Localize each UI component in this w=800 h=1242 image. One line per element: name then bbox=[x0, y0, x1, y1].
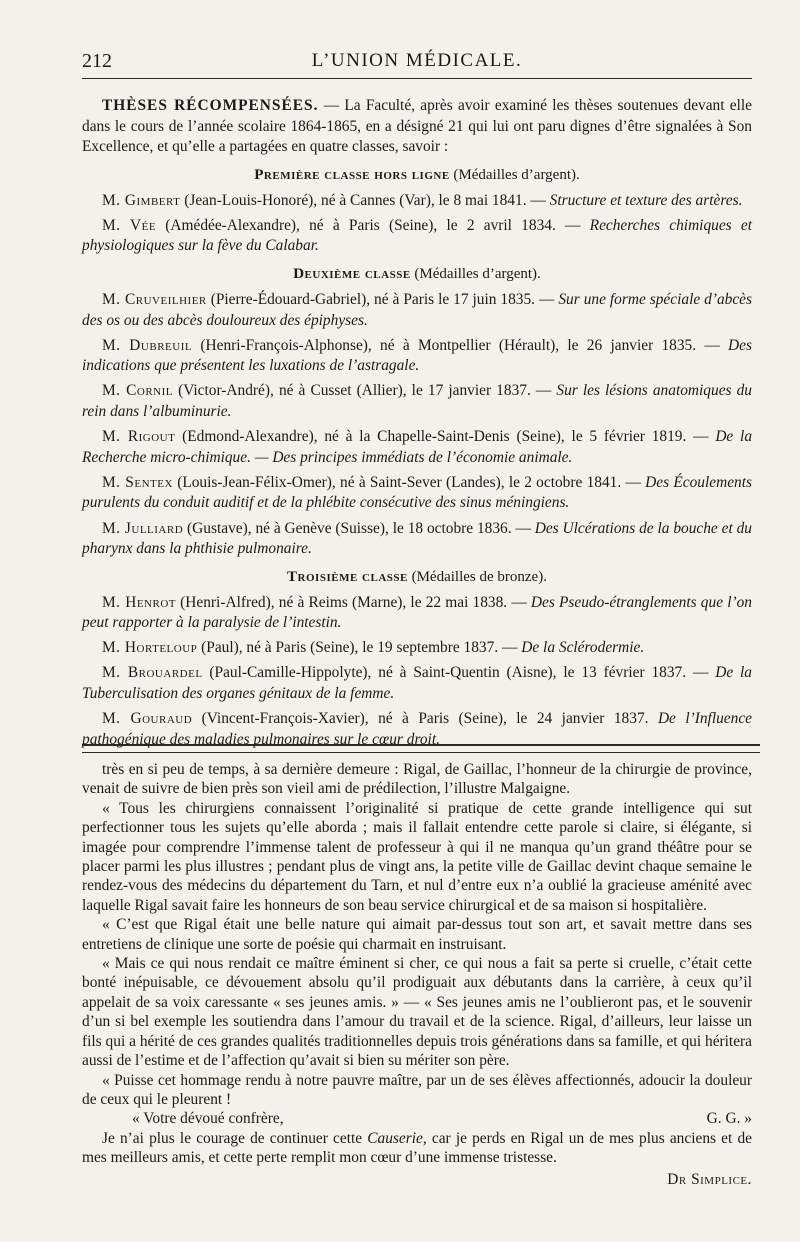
thesis-author: M. Rigout bbox=[102, 428, 176, 446]
thesis-title: De la Tuberculisation des organes génitaux de la femme. bbox=[82, 664, 752, 703]
eloge-paragraph: « Mais ce qui nous rendait ce maître éminent si cher, ce qui nous a fait sa perte si cruelle, c’était cette bonté inépuisable, ce dévouement absolu qu’il prodiguait aux débutants dans la carrière, à ceux qu’il appelait de sa voix caressante « ses jeunes amis. » — « Ses jeunes amis ne l’oublieront pas, et le souvenir d’un si bel exemple les soutiendra dans l’amour du travail et de la science. Rigal, d’ailleurs, leur laisse un fils qui a hérité de ces grandes qualités traditionnelles depuis trois générations dans sa famille, et qui héritera aussi de l’estime et de l’affection qu’avait si bien su mériter son père. bbox=[82, 955, 752, 1070]
eloge-paragraphs bbox=[82, 760, 752, 1109]
author-signature: Dr Simplice. bbox=[667, 1170, 752, 1188]
thesis-title: Des Ulcérations de la bouche et du pharynx dans la phthisie pulmonaire. bbox=[82, 519, 752, 558]
eloge-paragraph: « C’est que Rigal était une belle nature qui aimait par-dessus tout son art, et savait mettre dans ses entretiens de clinique une sorte de poésie qui charmait en instruisant. bbox=[82, 916, 752, 953]
thesis-entry bbox=[82, 519, 752, 560]
causerie-word: Causerie bbox=[367, 1129, 423, 1147]
thesis-details: (Paul), né à Paris (Seine), le 19 septembre 1837. — bbox=[197, 639, 522, 657]
thesis-author: M. Gouraud bbox=[102, 710, 193, 728]
thesis-details: (Pierre-Édouard-Gabriel), né à Paris le 17 juin 1835. — bbox=[206, 291, 559, 309]
eloge-paragraph: « Tous les chirurgiens connaissent l’originalité si pratique de cette grande intelligence qui sut perfectionner tous les sujets qu’elle aborda ; mais il fallait entendre cette parole si claire, si élégante, si imagée pour comprendre l’immense talent de professeur à qui il ne manqua qu’un grand théâtre pour se placer parmi les plus illustres ; pendant plus de vingt ans, la petite ville de Gaillac devint chaque semaine le rendez-vous des médecins du département du Tarn, et nul d’entre eux n’a oublié la gracieuse aménité avec laquelle Rigal savait faire les honneurs de son beau service chirurgical et de sa maison si hospitalière. bbox=[82, 799, 752, 914]
closing-line bbox=[82, 1109, 752, 1128]
thesis-entry bbox=[82, 473, 752, 514]
thesis-details: (Amédée-Alexandre), né à Paris (Seine), le 2 avril 1834. — bbox=[156, 216, 590, 234]
class-label: Troisième classe bbox=[287, 568, 408, 585]
thesis-details: (Henri-François-Alphonse), né à Montpellier (Hérault), le 26 janvier 1835. — bbox=[192, 336, 729, 354]
theses-classes bbox=[82, 165, 752, 751]
thesis-author: M. Gimbert bbox=[102, 191, 181, 209]
theses-intro bbox=[82, 96, 752, 158]
thesis-entry bbox=[82, 216, 752, 257]
final-paragraph-start: Je n’ai plus le courage de continuer cette bbox=[102, 1129, 368, 1147]
thesis-entry bbox=[82, 427, 752, 468]
thesis-entry bbox=[82, 663, 752, 704]
thesis-title: De la Sclérodermie. bbox=[521, 639, 645, 657]
thesis-title: Des Écoulements purulents du conduit auditif et de la phlébite consécutive des sinus méningiens. bbox=[82, 473, 752, 512]
thesis-author: M. Dubreuil bbox=[102, 336, 193, 354]
eloge-section bbox=[82, 760, 752, 1189]
thesis-entry bbox=[82, 191, 752, 212]
class-medal: (Médailles d’argent). bbox=[410, 266, 541, 283]
class-label: Deuxième classe bbox=[293, 266, 411, 283]
thesis-details: (Gustave), né à Genève (Suisse), le 18 octobre 1836. — bbox=[183, 519, 535, 537]
thesis-title: Des indications que présentent les luxations de l’astragale. bbox=[82, 336, 752, 375]
class-label: Première classe hors ligne bbox=[254, 166, 450, 183]
final-paragraph-end: , car je perds en Rigal un de mes plus anciens et de mes meilleurs amis, et cette perte remplit mon cœur d’une immense tristesse. bbox=[82, 1129, 752, 1167]
thesis-entry bbox=[82, 593, 752, 634]
thesis-title: De l’Influence pathogénique des maladies pulmonaires sur le cœur droit. bbox=[82, 710, 752, 748]
class-heading bbox=[82, 567, 752, 587]
thesis-details: (Paul-Camille-Hippolyte), né à Saint-Quentin (Aisne), le 13 février 1837. — bbox=[202, 664, 716, 682]
class-medal: (Médailles d’argent). bbox=[449, 166, 580, 183]
thesis-entry bbox=[82, 290, 752, 331]
thesis-title: Structure et texture des artères. bbox=[549, 191, 743, 209]
class-heading bbox=[82, 264, 752, 284]
class-medal: (Médailles de bronze). bbox=[407, 568, 547, 585]
thesis-author: M. Henrot bbox=[102, 593, 176, 611]
thesis-author: M. Julliard bbox=[102, 519, 184, 537]
thesis-title: Sur les lésions anatomiques du rein dans l’albuminurie. bbox=[82, 382, 752, 421]
thesis-details: (Henri-Alfred), né à Reims (Marne), le 22 mai 1838. — bbox=[175, 593, 531, 611]
thesis-author: M. Vée bbox=[102, 216, 157, 234]
closing-phrase: « Votre dévoué confrère, bbox=[132, 1110, 284, 1128]
thesis-author: M. Brouardel bbox=[102, 664, 203, 682]
thesis-details: (Vincent-François-Xavier), né à Paris (Seine), le 24 janvier 1837. bbox=[192, 710, 658, 728]
running-title: L’UNION MÉDICALE. bbox=[311, 50, 523, 71]
thesis-author: M. Sentex bbox=[102, 473, 173, 491]
theses-intro-title: THÈSES RÉCOMPENSÉES. bbox=[102, 97, 319, 114]
eloge-paragraph: très en si peu de temps, à sa dernière demeure : Rigal, de Gaillac, l’honneur de la chirurgie de province, venait de suivre de bien près son vieil ami de prédilection, l’illustre Malgaigne. bbox=[82, 761, 752, 798]
thesis-author: M. Cornil bbox=[102, 382, 173, 400]
page-header bbox=[82, 44, 752, 79]
thesis-details: (Louis-Jean-Félix-Omer), né à Saint-Sever (Landes), le 2 octobre 1841. — bbox=[172, 473, 646, 491]
thesis-author: M. Horteloup bbox=[102, 639, 198, 657]
eloge-paragraph: « Puisse cet hommage rendu à notre pauvre maître, par un de ses élèves affectionnés, adoucir la douleur de ceux qui le pleurent ! bbox=[82, 1071, 752, 1108]
thesis-entry bbox=[82, 336, 752, 377]
thesis-title: Des Pseudo-étranglements que l’on peut rapporter à la paralysie de l’intestin. bbox=[82, 593, 752, 632]
theses-intro-text: — La Faculté, après avoir examiné les thèses soutenues devant elle dans le cours de l’année scolaire 1864-1865, en a désigné 21 qui lui ont paru dignes d’être signalées à Son Excellence, et qu’elle a partagées en quatre classes, savoir : bbox=[82, 97, 753, 156]
thesis-entry bbox=[82, 381, 752, 422]
thesis-entry bbox=[82, 638, 752, 659]
thesis-details: (Victor-André), né à Cusset (Allier), le 17 janvier 1837. — bbox=[173, 382, 557, 400]
page-number: 212 bbox=[82, 50, 112, 72]
theses-section bbox=[82, 96, 752, 750]
thesis-title: De la Recherche micro-chimique. — Des principes immédiats de l’économie animale. bbox=[82, 428, 753, 466]
thesis-details: (Jean-Louis-Honoré), né à Cannes (Var), le 8 mai 1841. — bbox=[180, 191, 550, 209]
thesis-title: Sur une forme spéciale d’abcès des os ou des abcès douloureux des épiphyses. bbox=[82, 291, 753, 329]
class-heading bbox=[82, 165, 752, 185]
closing-initials: G. G. » bbox=[706, 1110, 752, 1128]
final-paragraph bbox=[82, 1129, 752, 1168]
thesis-author: M. Cruveilhier bbox=[102, 291, 207, 309]
thesis-title: Recherches chimiques et physiologiques sur la fève du Calabar. bbox=[82, 216, 753, 255]
thesis-details: (Edmond-Alexandre), né à la Chapelle-Saint-Denis (Seine), le 5 février 1819. — bbox=[175, 428, 716, 446]
section-divider bbox=[82, 744, 760, 753]
